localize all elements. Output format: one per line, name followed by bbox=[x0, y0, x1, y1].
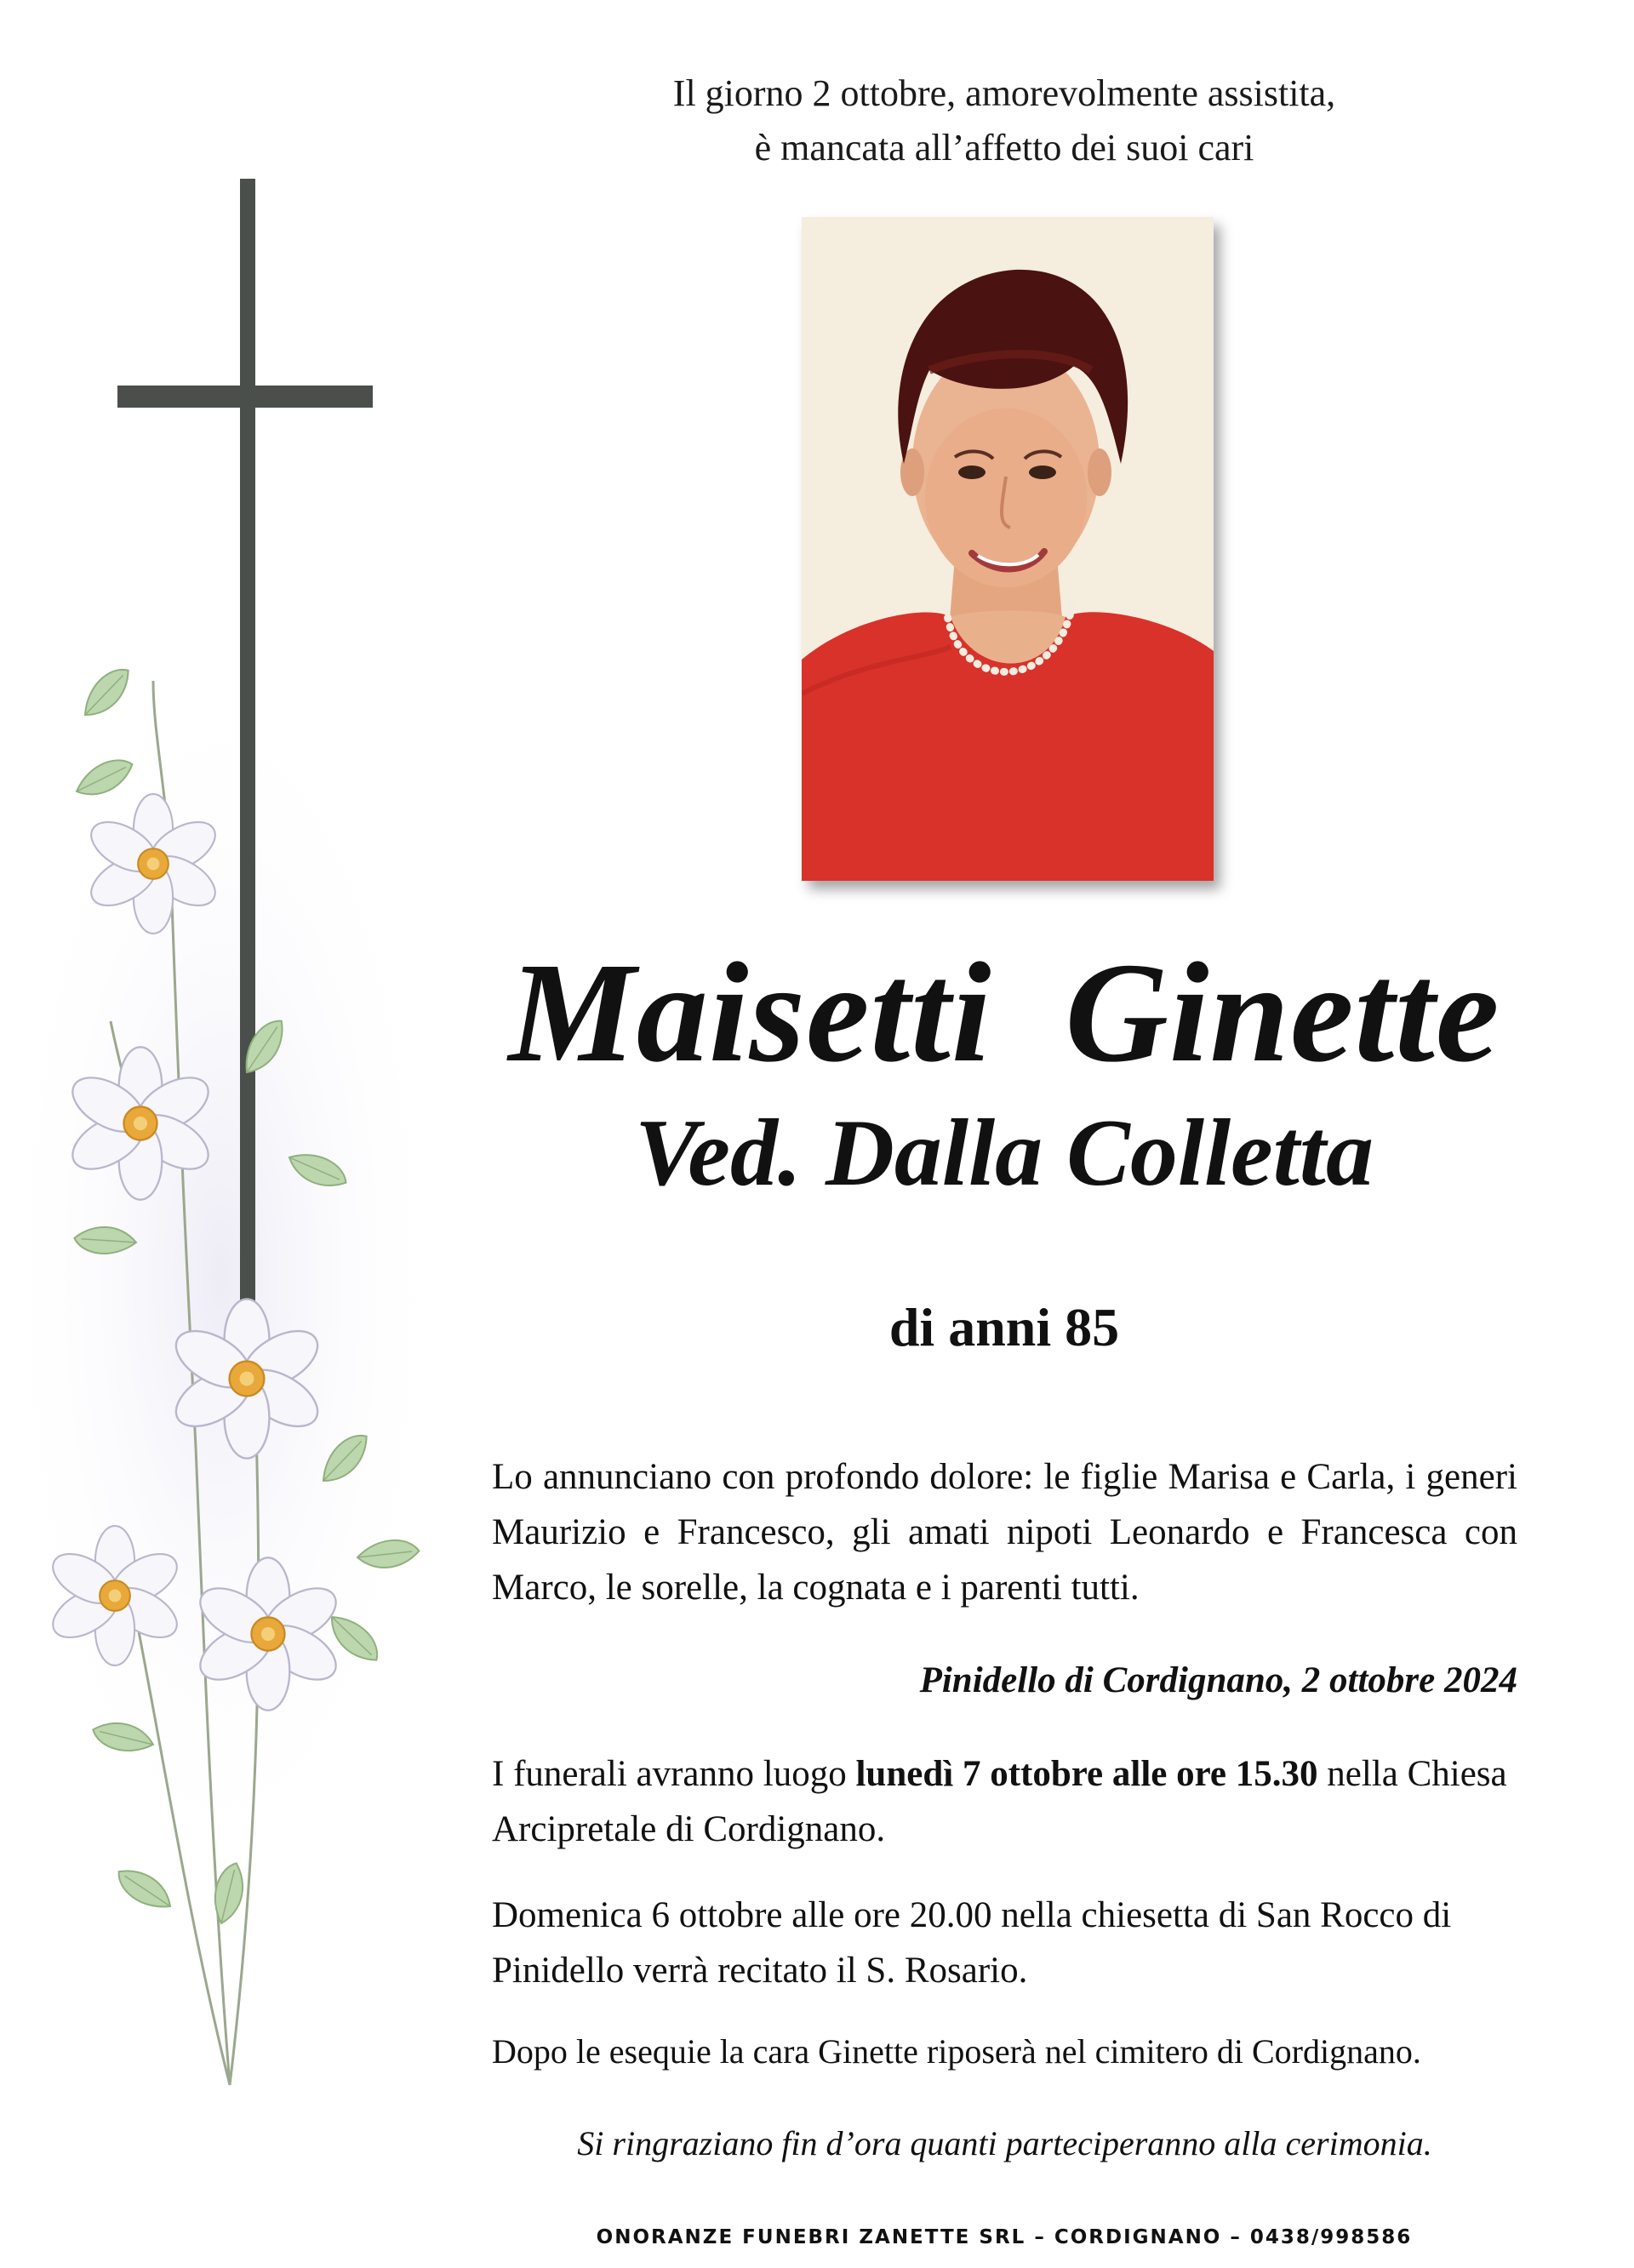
place-and-date: Pinidello di Cordignano, 2 ottobre 2024 bbox=[919, 1660, 1517, 1700]
portrait-photo bbox=[802, 217, 1214, 881]
funeral-date-time: lunedì 7 ottobre alle ore 15.30 bbox=[855, 1754, 1318, 1794]
funeral-info-end: nella Chiesa Arcipretale di Cordignano. bbox=[492, 1754, 1507, 1849]
cross-vertical-beam bbox=[240, 179, 255, 1370]
cross-horizontal-beam bbox=[117, 386, 373, 408]
rosary-info: Domenica 6 ottobre alle ore 20.00 nella chiesetta di San Rocco di Pinidello verrà recitato il S. Rosario. bbox=[492, 1895, 1452, 1991]
cross-and-flowers-decoration bbox=[0, 0, 545, 2268]
age: di anni 85 bbox=[888, 1297, 1120, 1357]
deceased-name: Maisetti Ginette bbox=[508, 934, 1500, 1092]
funeral-home-footer: ONORANZE FUNEBRI ZANETTE SRL – CORDIGNANO – 0438/998586 bbox=[596, 2226, 1413, 2248]
funeral-info bbox=[492, 1746, 1517, 1857]
burial-info: Dopo le esequie la cara Ginette riposerà nel cimitero di Cordignano. bbox=[492, 2032, 1421, 2071]
intro-line-2: è mancata all’affetto dei suoi cari bbox=[754, 127, 1254, 169]
thanks-text: Si ringraziano fin d’ora quanti parteciperanno alla cerimonia. bbox=[577, 2124, 1432, 2162]
funeral-info-start: I funerali avranno luogo bbox=[492, 1754, 856, 1794]
intro-text bbox=[562, 66, 1447, 175]
announcement-text: Lo annunciano con profondo dolore: le figlie Marisa e Carla, i generi Maurizio e Francesco, gli amati nipoti Leonardo e Francesca con Marco, le sorelle, la cognata e i parenti tutti. bbox=[492, 1457, 1517, 1608]
intro-line-1: Il giorno 2 ottobre, amorevolmente assistita, bbox=[672, 72, 1336, 114]
married-name: Ved. Dalla Colletta bbox=[635, 1100, 1374, 1206]
